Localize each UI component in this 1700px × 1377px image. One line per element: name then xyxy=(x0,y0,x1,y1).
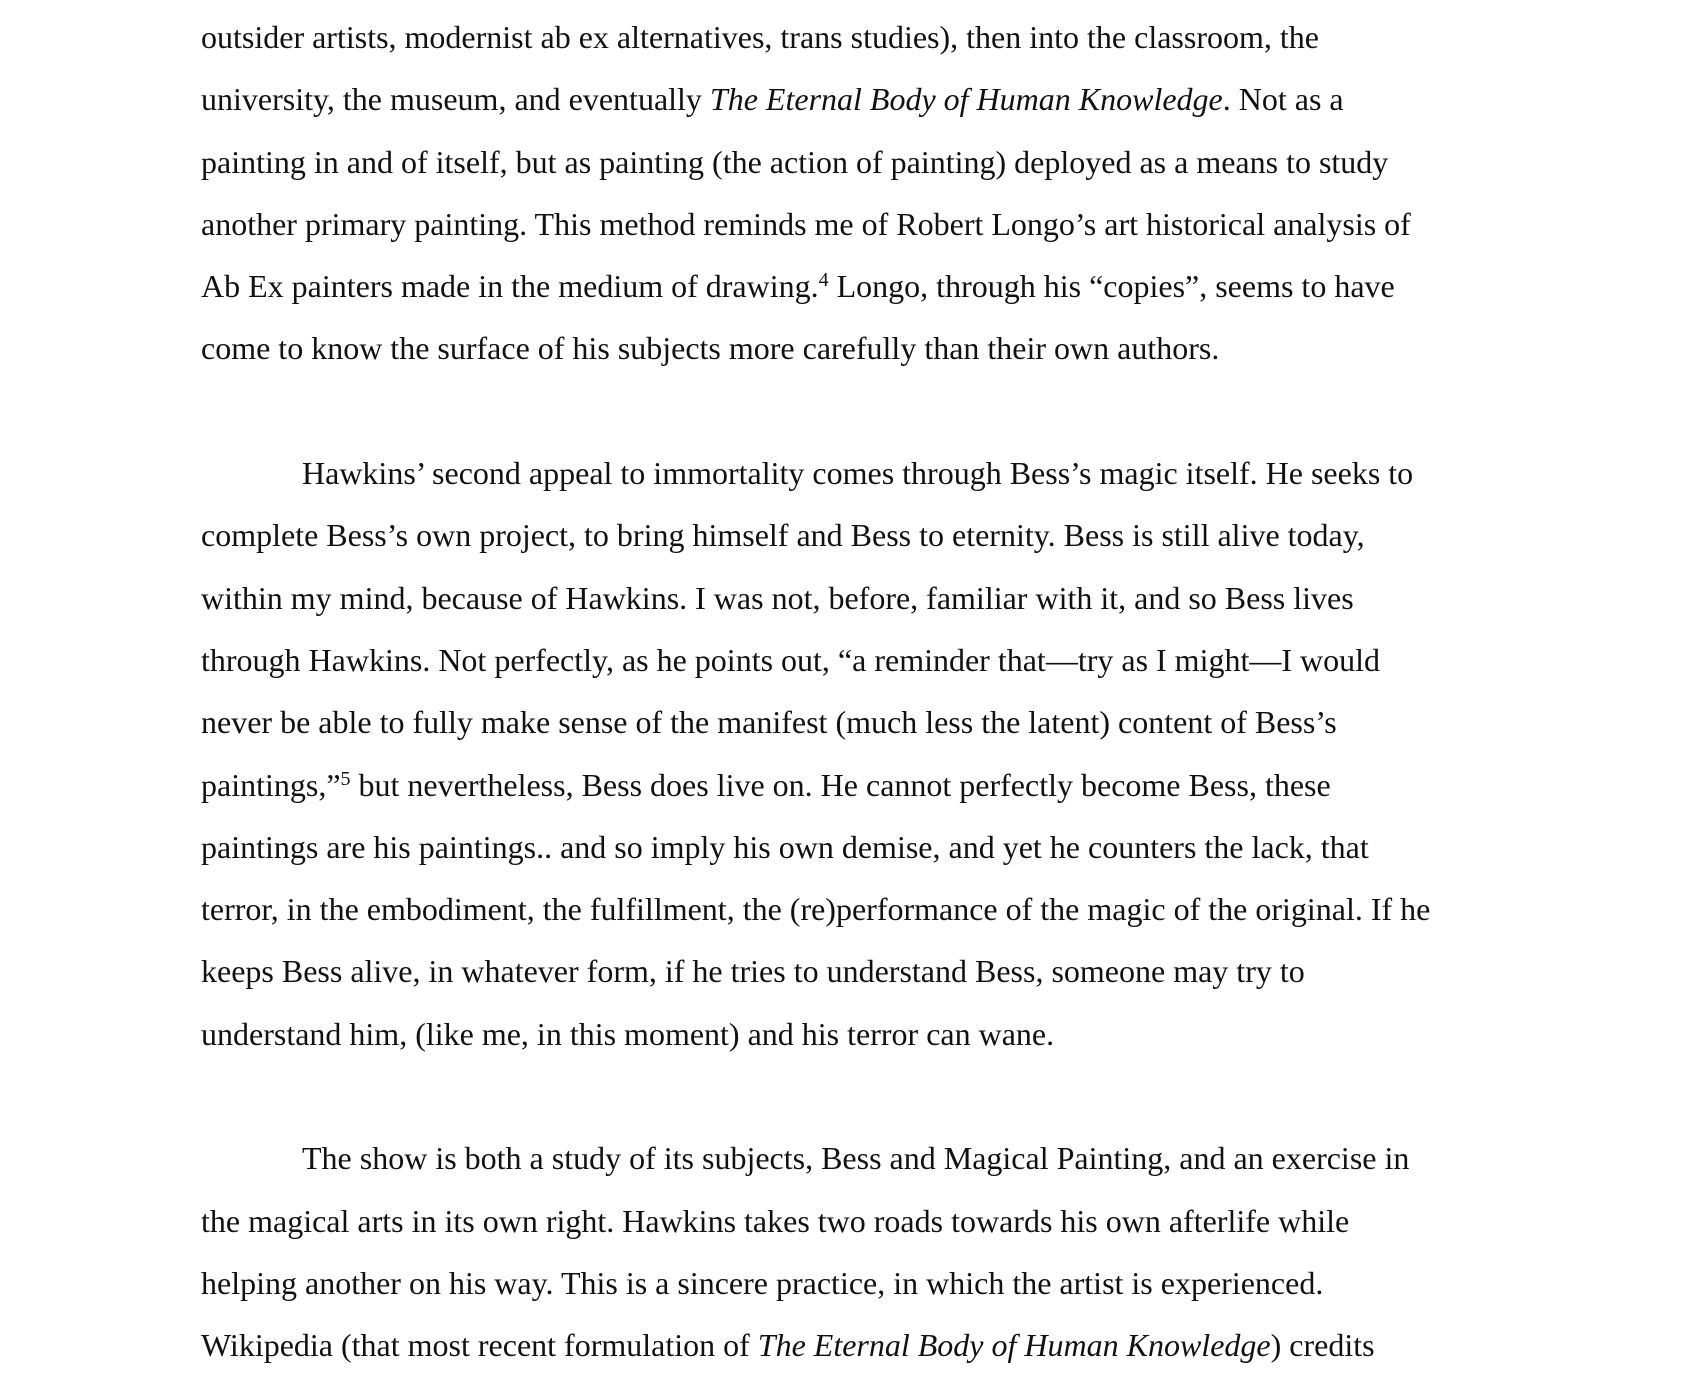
text-line: keeps Bess alive, in whatever form, if he tries to understand Bess, someone may try to xyxy=(201,953,1305,990)
text-line: understand him, (like me, in this moment) and his terror can wane. xyxy=(201,1015,1055,1052)
text-run: but nevertheless, Bess does live on. He cannot perfectly become Bess, these xyxy=(350,766,1331,803)
text-line: never be able to fully make sense of the manifest (much less the latent) content of Bess’s xyxy=(201,704,1337,741)
text-line: helping another on his way. This is a sincere practice, in which the artist is experienced. xyxy=(201,1264,1324,1301)
paragraph-2 xyxy=(201,442,1511,1065)
book-title: The Eternal Body of Human Knowledge xyxy=(757,1327,1271,1364)
text-run: paintings,” xyxy=(201,766,341,803)
text-line xyxy=(201,68,1511,130)
body-text xyxy=(201,6,1511,1377)
text-line: outsider artists, modernist ab ex alternatives, trans studies), then into the classroom, the xyxy=(201,19,1319,55)
text-line: through Hawkins. Not perfectly, as he points out, “a reminder that—try as I might—I would xyxy=(201,641,1380,678)
text-line: terror, in the embodiment, the fulfillment, the (re)performance of the magic of the original. If he xyxy=(201,891,1431,928)
paragraph-1 xyxy=(201,6,1511,380)
text-run: university, the museum, and eventually xyxy=(201,81,710,118)
text-line: another primary painting. This method reminds me of Robert Longo’s art historical analysis of xyxy=(201,205,1411,242)
text-line: come to know the surface of his subjects more carefully than their own authors. xyxy=(201,330,1220,367)
book-title: The Eternal Body of Human Knowledge xyxy=(709,81,1223,118)
text-line: the magical arts in its own right. Hawkins takes two roads towards his own afterlife while xyxy=(201,1202,1350,1239)
text-line: paintings are his paintings.. and so imply his own demise, and yet he counters the lack, that xyxy=(201,828,1369,865)
text-line xyxy=(201,754,1511,816)
text-run: Wikipedia (that most recent formulation of xyxy=(201,1327,758,1364)
paragraph-3 xyxy=(201,1127,1511,1376)
paragraph-gap xyxy=(201,380,1511,442)
text-line: Hawkins’ second appeal to immortality comes through Bess’s magic itself. He seeks to xyxy=(302,455,1414,492)
footnote-marker[interactable]: 4 xyxy=(818,269,829,292)
footnote-marker[interactable]: 5 xyxy=(340,767,351,790)
text-line: The show is both a study of its subjects, Bess and Magical Painting, and an exercise in xyxy=(302,1140,1410,1177)
text-line xyxy=(201,255,1511,317)
text-run: Ab Ex painters made in the medium of drawing. xyxy=(201,268,819,305)
text-run: . Not as a xyxy=(1222,81,1344,118)
text-line xyxy=(201,1314,1511,1376)
paragraph-gap xyxy=(201,1065,1511,1127)
text-run: ) credits xyxy=(1270,1327,1375,1364)
text-line: painting in and of itself, but as painting (the action of painting) deployed as a means to study xyxy=(201,143,1389,180)
text-line: within my mind, because of Hawkins. I was not, before, familiar with it, and so Bess lives xyxy=(201,579,1354,616)
text-line: complete Bess’s own project, to bring himself and Bess to eternity. Bess is still alive today, xyxy=(201,517,1365,554)
text-run: Longo, through his “copies”, seems to have xyxy=(828,268,1395,305)
